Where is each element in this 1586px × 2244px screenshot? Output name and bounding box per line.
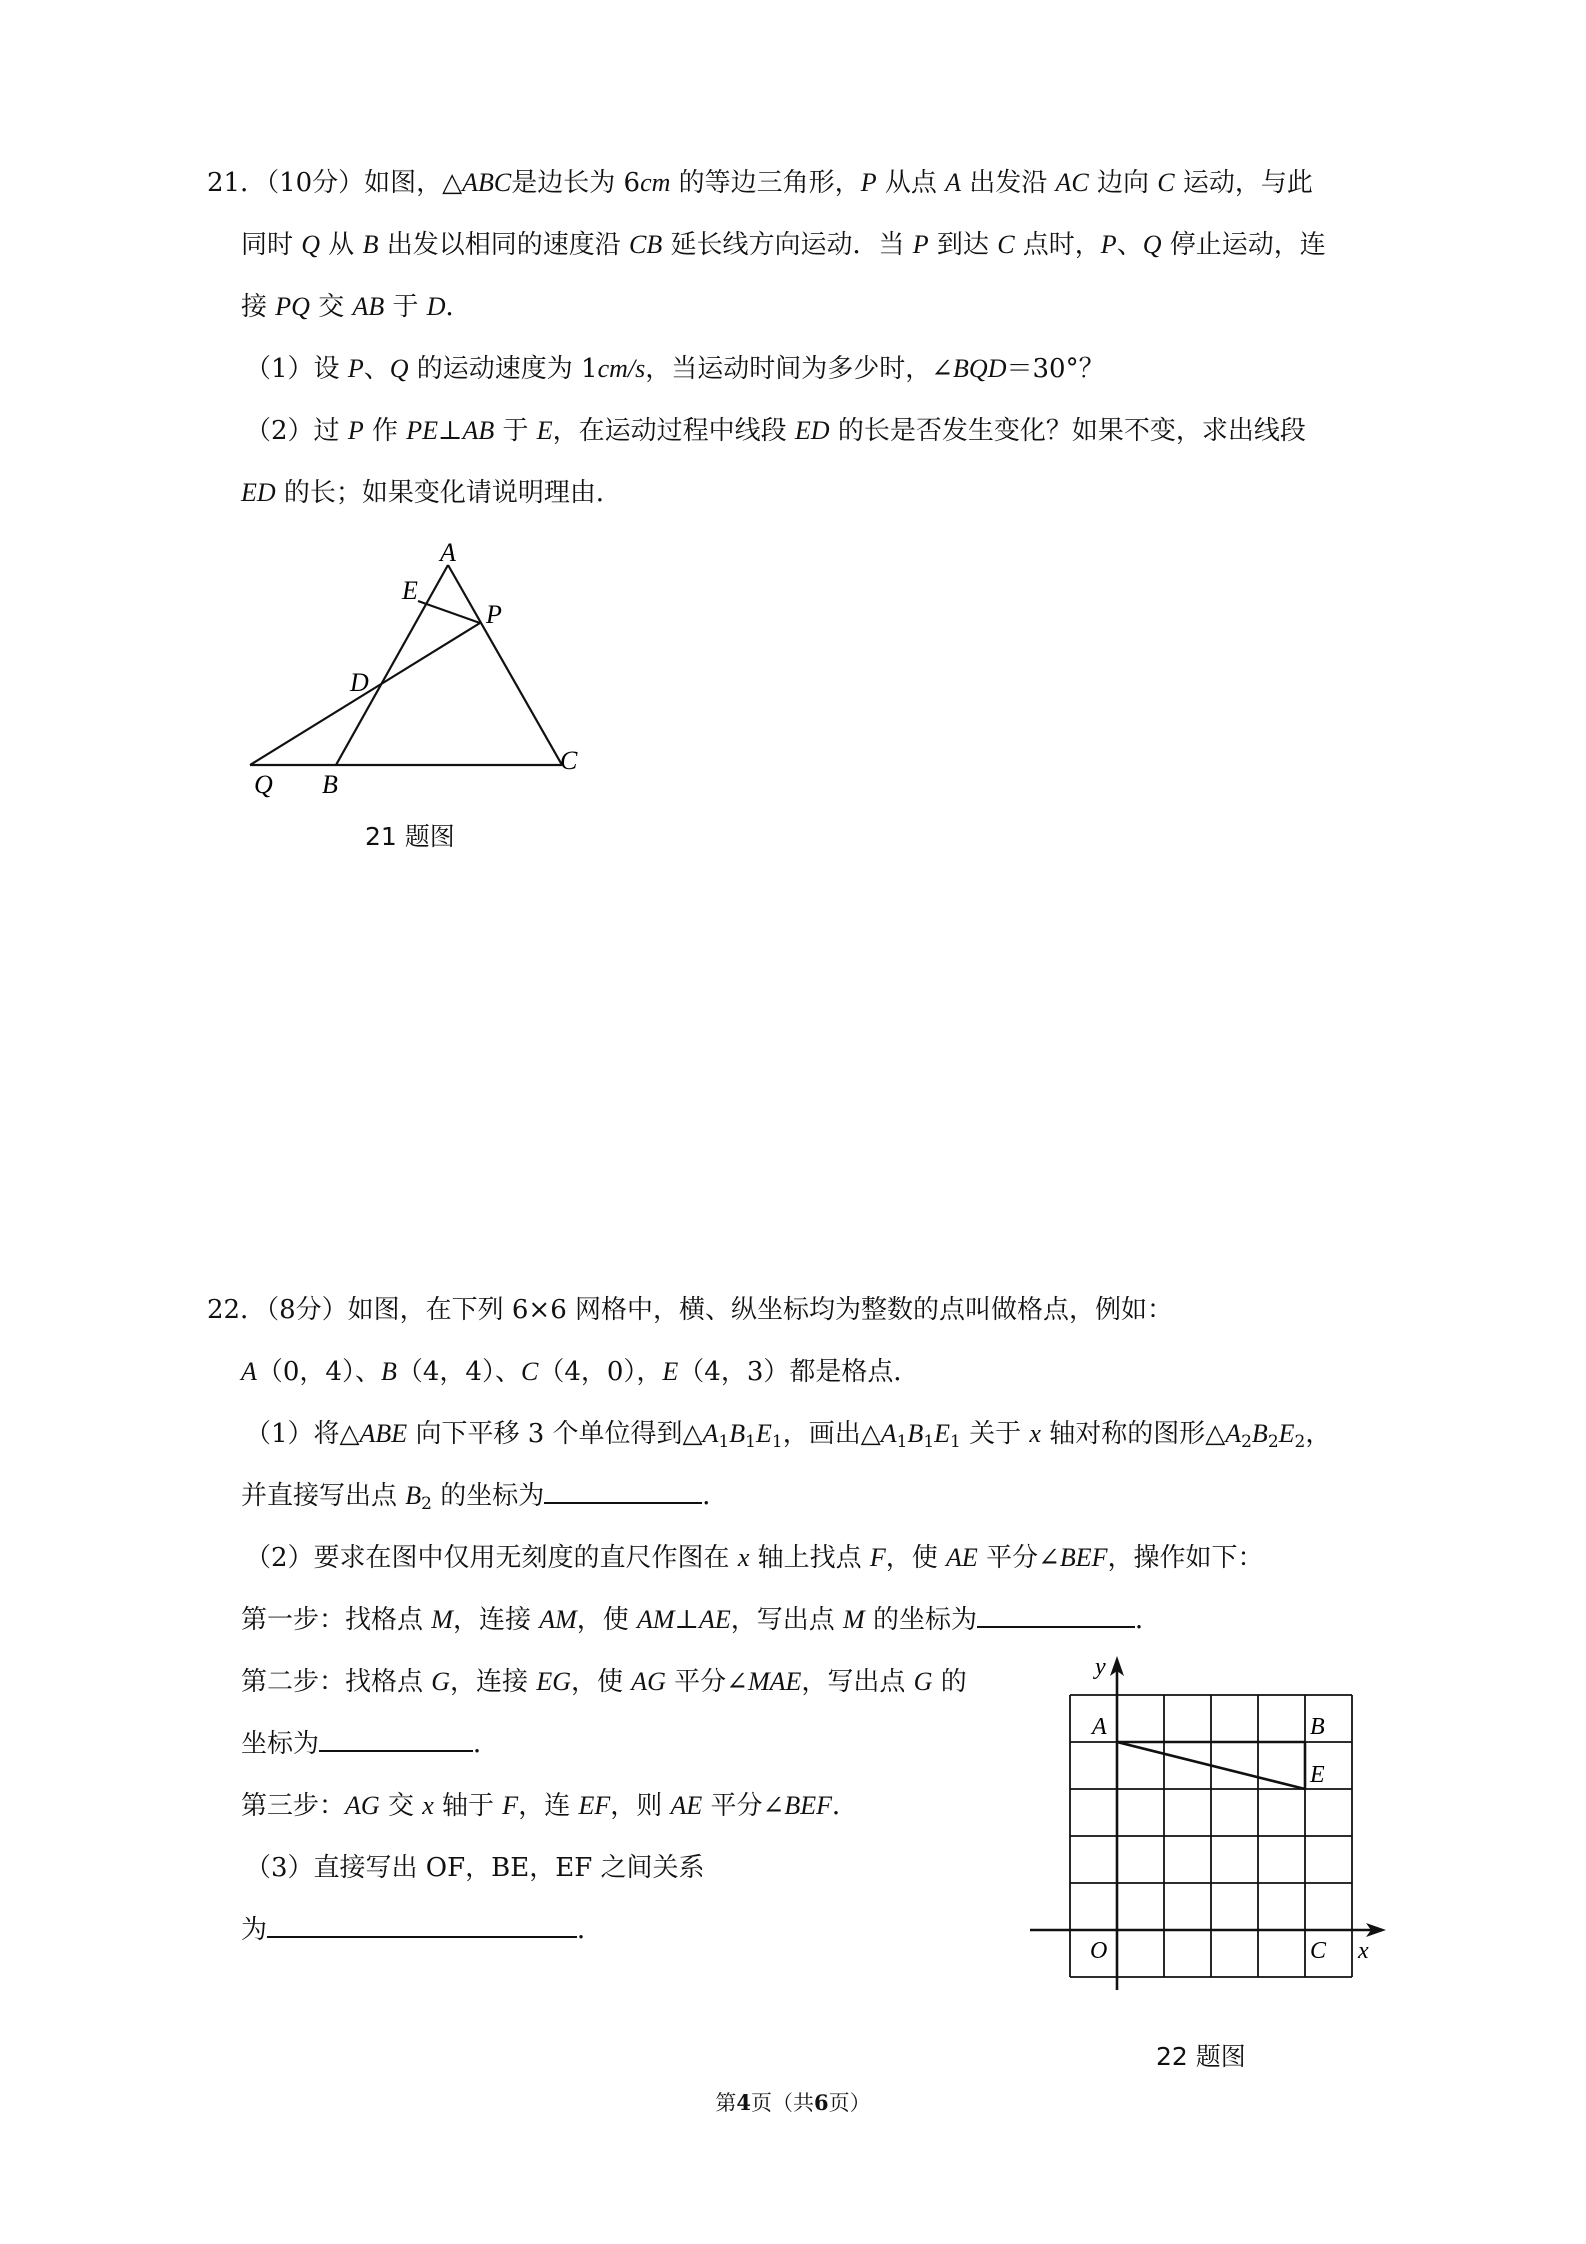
line-ab: [336, 565, 448, 765]
q22-line2: A（0，4）、B（4，4）、C（4，0），E（4，3）都是格点．: [241, 1357, 920, 1387]
answer-blank-b2[interactable]: [544, 1480, 702, 1504]
q22-grid-figure: [1030, 1650, 1390, 1990]
label-D: D: [350, 668, 369, 697]
label-A: A: [440, 538, 456, 567]
q22-step2a: 第二步：找格点 G，连接 EG，使 AG 平分∠MAE，写出点 G 的: [241, 1667, 967, 1697]
q21-sub2b: ED 的长；如果变化请说明理由．: [241, 478, 622, 508]
label-E: E: [1310, 1762, 1325, 1788]
q21-line3: 接 PQ 交 AB 于 D．: [241, 292, 472, 322]
q21-caption: 21 题图: [365, 822, 455, 851]
q21-line2: 同时 Q 从 B 出发以相同的速度沿 CB 延长线方向运动．当 P 到达 C 点时，P、Q 停止运动，连: [241, 230, 1326, 260]
q22-p1b: 并直接写出点 $B_2$ 的坐标为 ．: [241, 1481, 729, 1514]
label-y: y: [1095, 1654, 1106, 1680]
q22-line1: 22．（8分）如图，在下列 6×6 网格中，横、纵坐标均为整数的点叫做格点，例如：: [207, 1295, 1174, 1325]
q22-p3b: 为 ．: [241, 1915, 604, 1945]
q22-step1: 第一步：找格点 M，连接 AM，使 AM⊥AE，写出点 M 的坐标为 ．: [241, 1605, 1161, 1635]
q22-step3: 第三步：AG 交 x 轴于 F，连 EF，则 AE 平分∠BEF．: [241, 1791, 858, 1821]
page-footer: 第4页（共6页）: [715, 2090, 871, 2115]
label-Q: Q: [254, 770, 273, 799]
label-C: C: [1310, 1938, 1327, 1964]
label-B: B: [322, 770, 338, 799]
q22-step2b: 坐标为 ．: [241, 1729, 500, 1759]
answer-blank-m[interactable]: [977, 1604, 1135, 1628]
q22-p1a: （1）将△ABE 向下平移 3 个单位得到$\triangle A_1B_1E_1$，画出$\triangle A_1B_1E_1$ 关于 x 轴对称的图形$\triangle A_2B_2E_2$，: [245, 1419, 1332, 1452]
label-A: A: [1092, 1714, 1107, 1740]
q22-p2: （2）要求在图中仅用无刻度的直尺作图在 x 轴上找点 F，使 AE 平分∠BEF，操作如下：: [245, 1543, 1264, 1573]
q21-figure: [240, 535, 600, 805]
label-C: C: [560, 746, 578, 775]
label-P: P: [486, 600, 502, 629]
q22-p3a: （3）直接写出 OF，BE，EF 之间关系: [245, 1853, 705, 1883]
q21-sub1: （1）设 P、Q 的运动速度为 1cm/s，当运动时间为多少时，∠BQD＝30°？: [245, 354, 1105, 384]
answer-blank-g[interactable]: [319, 1728, 473, 1752]
label-E: E: [402, 576, 418, 605]
answer-blank-relation[interactable]: [267, 1914, 577, 1938]
label-x: x: [1358, 1938, 1369, 1964]
label-B: B: [1310, 1714, 1325, 1740]
q22-caption: 22 题图: [1156, 2042, 1246, 2071]
q21-sub2a: （2）过 P 作 PE⊥AB 于 E，在运动过程中线段 ED 的长是否发生变化？如果不变，求出线段: [245, 416, 1306, 446]
line-ac: [448, 565, 562, 765]
label-O: O: [1090, 1938, 1108, 1964]
q21-line1: 21．（10分）如图，△ABC是边长为 6cm 的等边三角形，P 从点 A 出发沿 AC 边向 C 运动，与此: [207, 168, 1313, 198]
